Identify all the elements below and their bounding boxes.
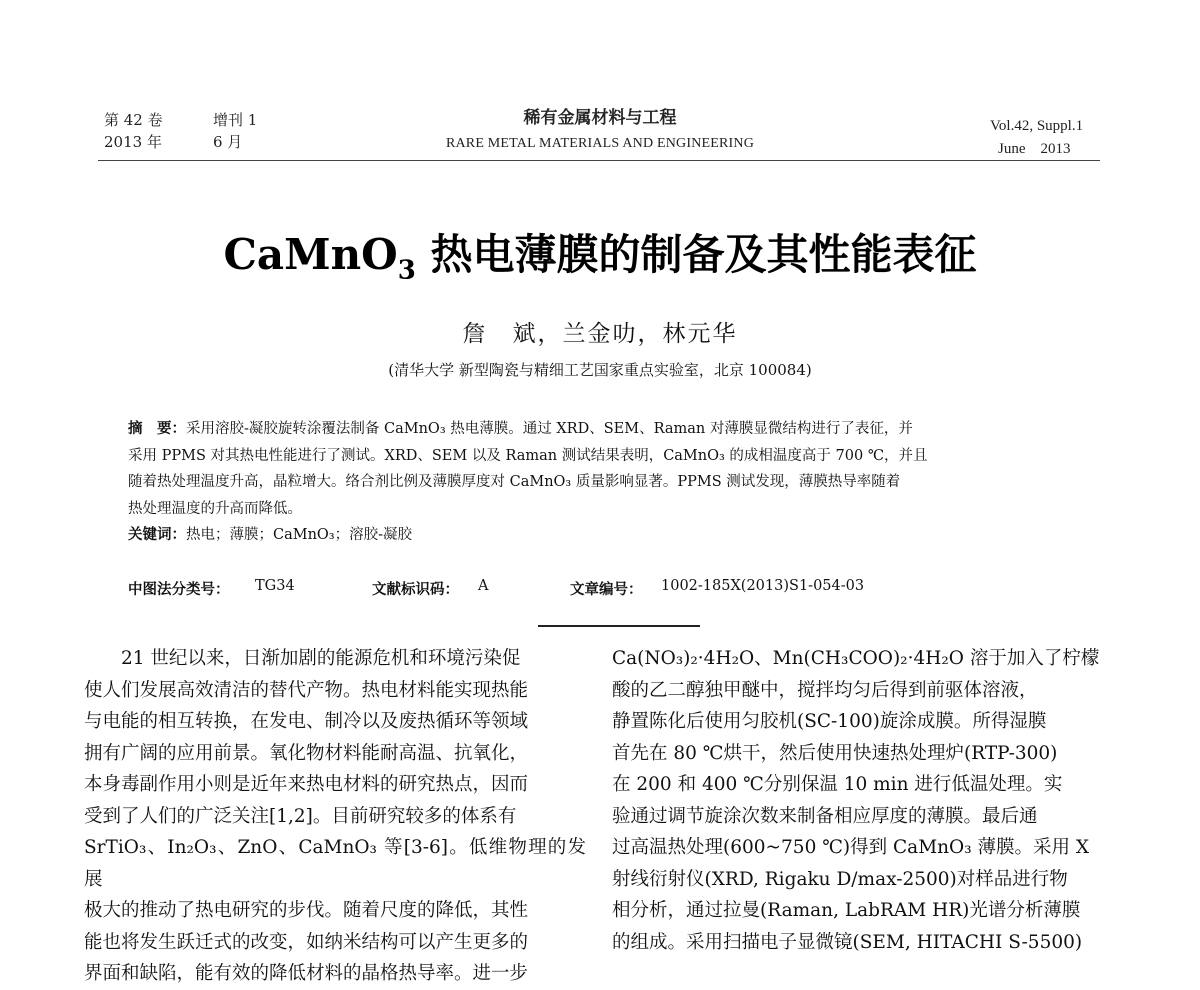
date-en: June 2013 — [998, 141, 1071, 157]
body-right-column — [612, 643, 1114, 958]
body-line: 受到了人们的广泛关注[1,2]。目前研究较多的体系有 — [84, 805, 517, 827]
body-line: 极大的推动了热电研究的步伐。随着尺度的降低，其性 — [84, 900, 529, 921]
body-line: 使人们发展高效清洁的替代产物。热电材料能实现热能 — [84, 679, 529, 701]
title-formula: CaMnO — [223, 230, 398, 279]
title-text: 热电薄膜的制备及其性能表征 — [415, 230, 977, 279]
body-line: 静置陈化后使用匀胶机(SC-100)旋涂成膜。所得湿膜 — [612, 711, 1047, 732]
keywords — [128, 522, 1078, 549]
affiliation: (清华大学 新型陶瓷与精细工艺国家重点实验室，北京 100084) — [388, 361, 812, 379]
body-line: 相分析，通过拉曼(Raman, LabRAM HR)光谱分析薄膜 — [612, 900, 1081, 921]
abstract-line-3: 随着热处理温度升高，晶粒增大。络合剂比例及薄膜厚度对 CaMnO₃ 质量影响显著。PPMS 测试发现，薄膜热导率随着 — [128, 474, 901, 490]
abstract-line-2: 采用 PPMS 对其热电性能进行了测试。XRD、SEM 以及 Raman 测试结果表明，CaMnO₃ 的成相温度高于 700 ℃，并且 — [128, 447, 928, 464]
body-line: 首先在 80 ℃烘干，然后使用快速热处理炉(RTP-300) — [612, 742, 1058, 764]
doc-code-value: A — [478, 578, 489, 594]
body-left-column — [84, 643, 586, 990]
header-rule — [98, 160, 1100, 161]
article-number-label: 文章编号： — [570, 582, 643, 598]
author-list: 詹 斌，兰金叻，林元华 — [462, 321, 738, 347]
clc-label: 中图法分类号： — [128, 582, 230, 598]
doc-code-label: 文献标识码： — [372, 582, 459, 598]
journal-title-cn: 稀有金属材料与工程 — [523, 108, 677, 128]
body-line: 21 世纪以来，日渐加剧的能源危机和环境污染促 — [84, 648, 521, 669]
body-line: 拥有广阔的应用前景。氧化物材料能耐高温、抗氧化， — [84, 742, 529, 764]
journal-title-en: RARE METAL MATERIALS AND ENGINEERING — [445, 136, 755, 151]
body-line: 射线衍射仪(XRD, Rigaku D/max-2500)对样品进行物 — [612, 868, 1068, 890]
section-separator — [538, 625, 700, 627]
keywords-value: 热电；薄膜；CaMnO₃；溶胶-凝胶 — [186, 527, 413, 543]
body-line: 本身毒副作用小则是近年来热电材料的研究热点，因而 — [84, 774, 529, 795]
body-line: SrTiO₃、In₂O₃、ZnO、CaMnO₃ 等[3-6]。低维物理的发展 — [84, 837, 586, 890]
body-line: 在 200 和 400 ℃分别保温 10 min 进行低温处理。实 — [612, 774, 1063, 795]
clc-value: TG34 — [255, 578, 295, 594]
article-title — [0, 222, 1200, 286]
abstract-label: 摘 要： — [128, 421, 186, 437]
body-line: 能也将发生跃迁式的改变，如纳米结构可以产生更多的 — [84, 931, 529, 953]
body-line: 的组成。采用扫描电子显微镜(SEM, HITACHI S-5500) — [612, 931, 1083, 953]
issue-label: 增刊 1 — [213, 111, 258, 129]
classification-row — [128, 578, 1078, 604]
body-line: 与电能的相互转换，在发电、制冷以及废热循环等领域 — [84, 711, 529, 732]
abstract — [128, 416, 1078, 549]
article-number-value: 1002-185X(2013)S1-054-03 — [661, 578, 865, 594]
year-label: 2013 年 — [104, 133, 162, 151]
body-line: Ca(NO₃)₂·4H₂O、Mn(CH₃COO)₂·4H₂O 溶于加入了柠檬 — [612, 648, 1100, 669]
body-line: 酸的乙二醇独甲醚中，搅拌均匀后得到前驱体溶液， — [612, 679, 1038, 701]
body-line: 过高温热处理(600~750 ℃)得到 CaMnO₃ 薄膜。采用 X — [612, 837, 1090, 858]
title-formula-subscript: 3 — [397, 255, 416, 286]
abstract-line-4: 热处理温度的升高而降低。 — [128, 500, 302, 517]
volume-label: 第 42 卷 — [104, 111, 163, 129]
month-label: 6 月 — [213, 133, 243, 151]
volume-en: Vol.42, Suppl.1 — [990, 118, 1084, 134]
abstract-line-1: 摘 要：采用溶胶-凝胶旋转涂覆法制备 CaMnO₃ 热电薄膜。通过 XRD、SEM、Raman 对薄膜显微结构进行了表征，并 — [128, 421, 913, 437]
keywords-label: 关键词： — [128, 527, 186, 543]
body-line: 验通过调节旋涂次数来制备相应厚度的薄膜。最后通 — [612, 805, 1038, 827]
body-line: 界面和缺陷，能有效的降低材料的晶格热导率。进一步 — [84, 963, 529, 984]
